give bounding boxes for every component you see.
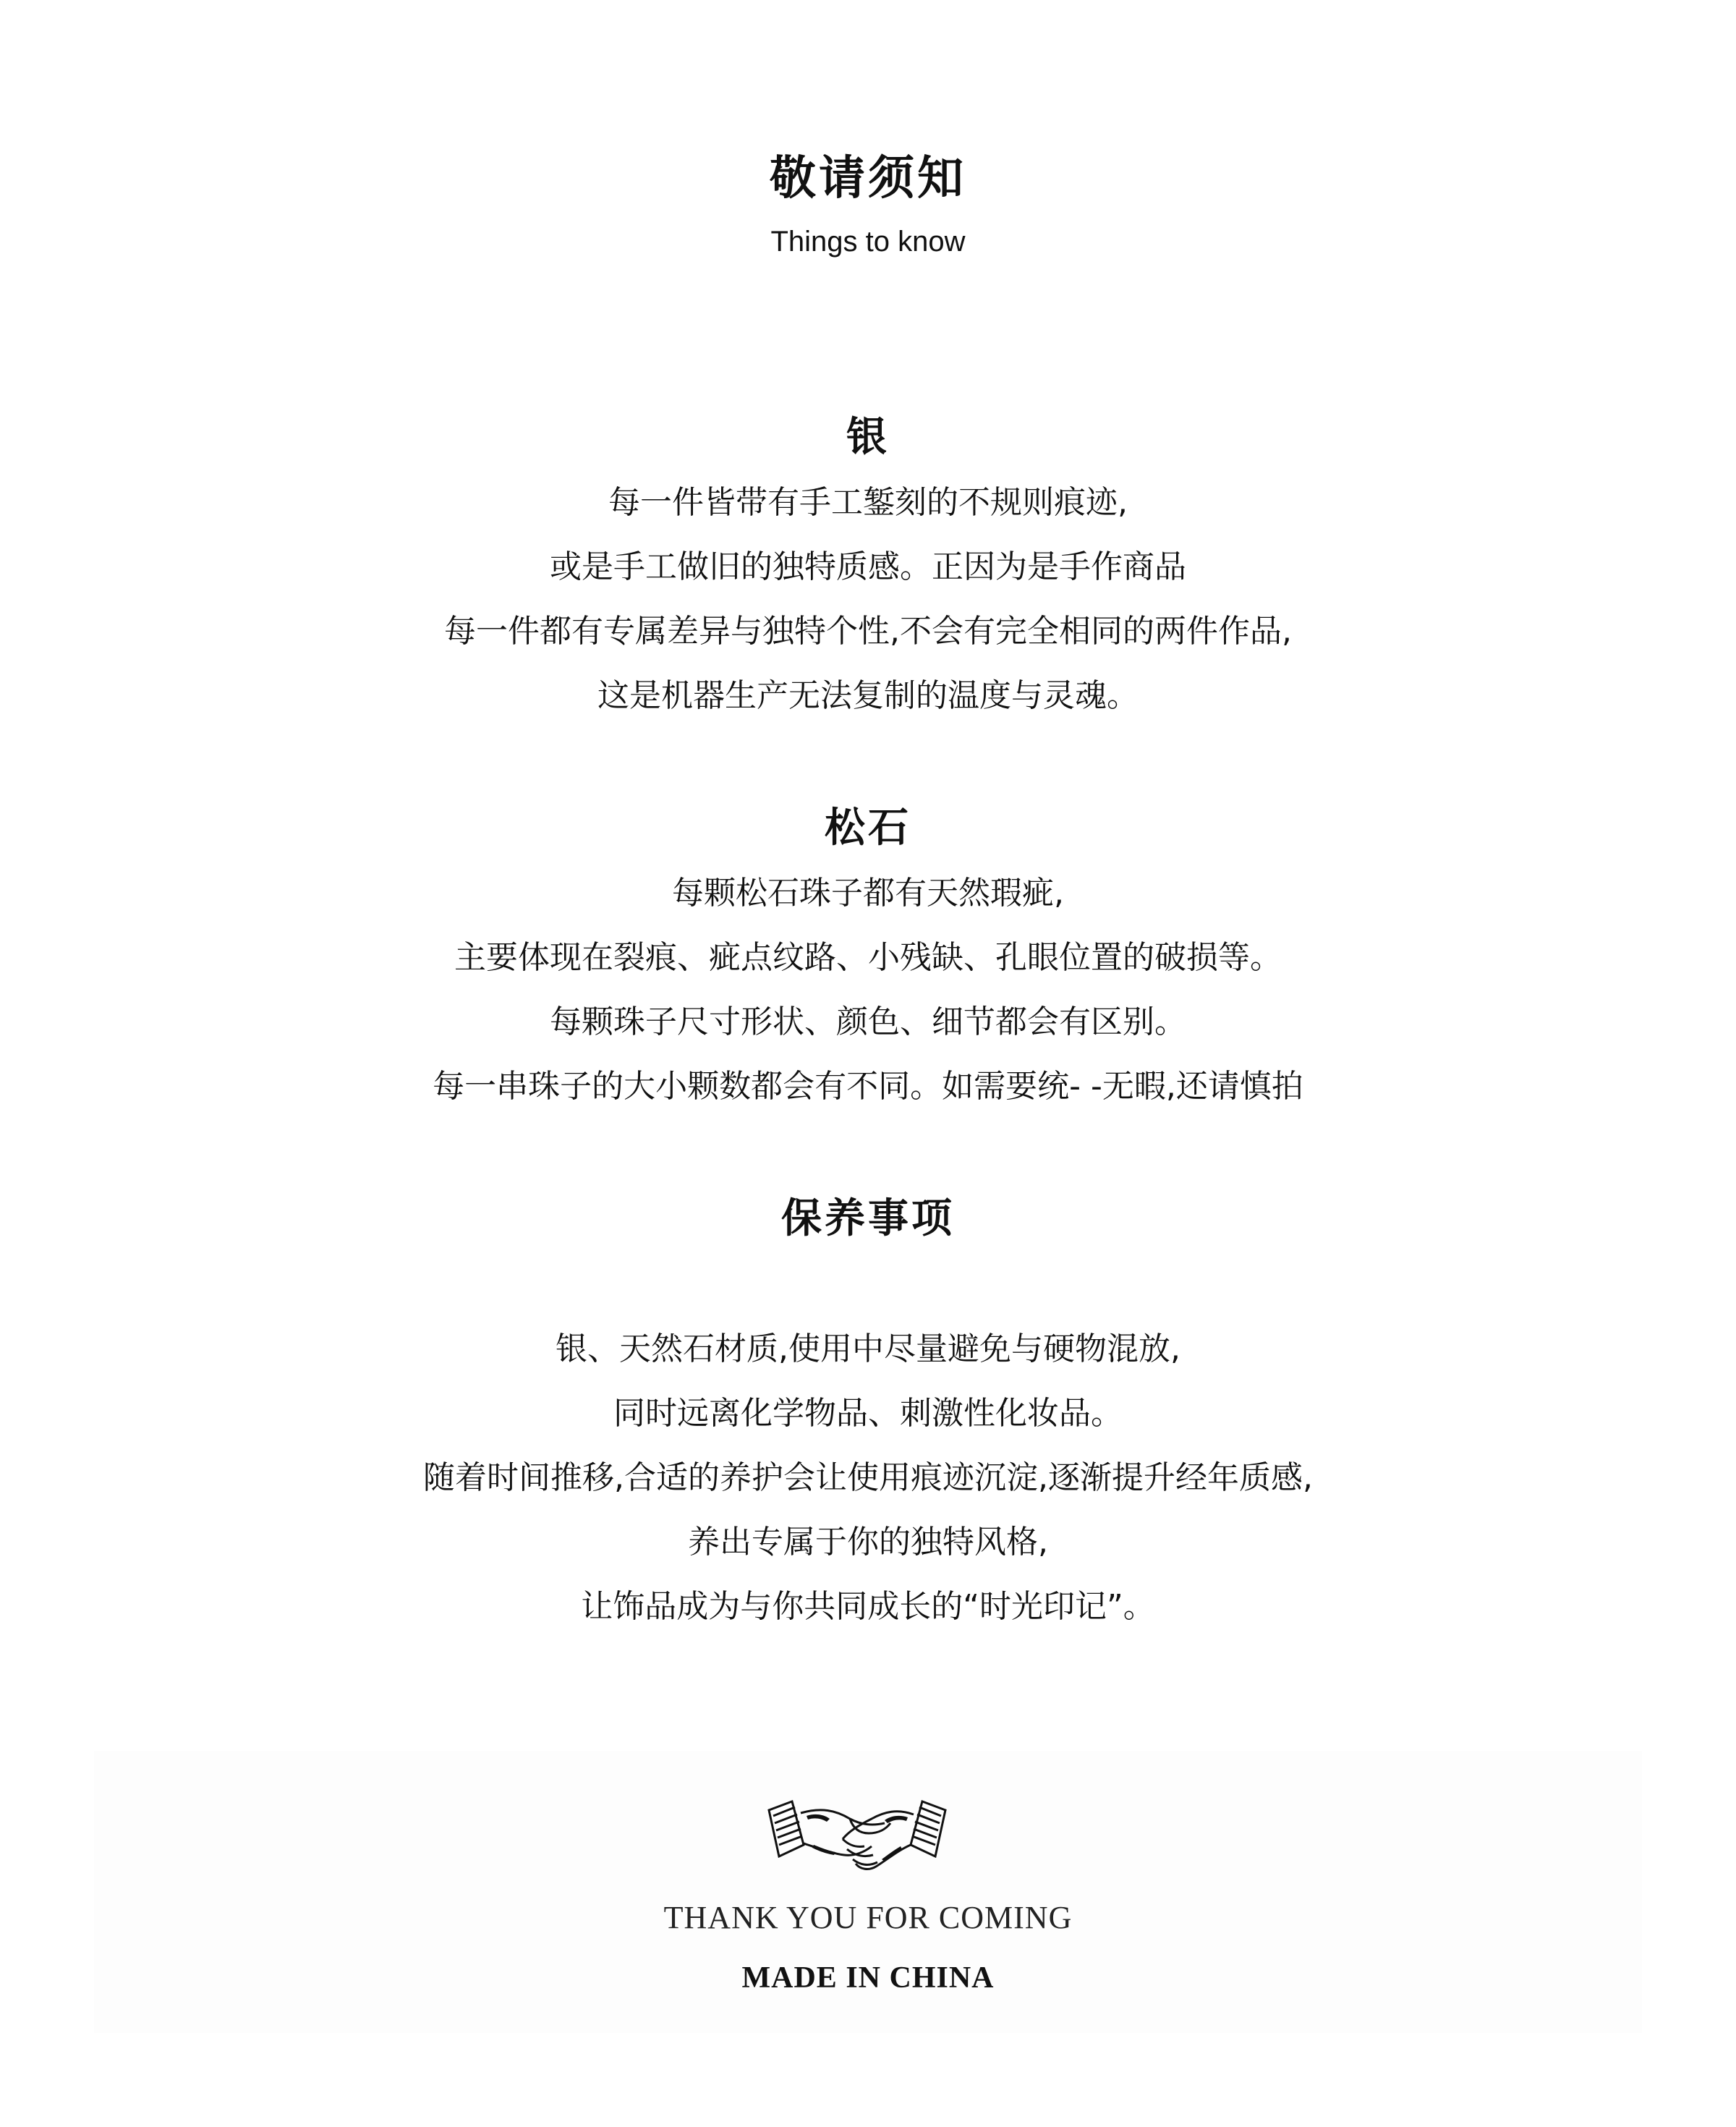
made-in-text: MADE IN CHINA: [741, 1961, 995, 1995]
section-line: 每颗珠子尺寸形状、颜色、细节都会有区别。: [550, 1003, 1186, 1040]
section-body-silver: [0, 470, 1736, 728]
handshake-icon: [763, 1794, 951, 1881]
section-line: 银、天然石材质,使用中尽量避免与硬物混放,: [556, 1330, 1180, 1367]
page-subtitle: Things to know: [770, 226, 966, 258]
section-line: 主要体现在裂痕、疵点纹路、小残缺、孔眼位置的破损等。: [454, 939, 1282, 976]
section-line: 或是手工做旧的独特质感。正因为是手作商品: [550, 548, 1186, 585]
thank-you-text: THANK YOU FOR COMING: [663, 1900, 1073, 1935]
section-line: 养出专属于你的独特风格,: [688, 1524, 1048, 1561]
section-line: 随着时间推移,合适的养护会让使用痕迹沉淀,逐渐提升经年质感,: [423, 1459, 1313, 1496]
section-line: 每一串珠子的大小颗数都会有不同。如需要统- -无暇,还请慎拍: [433, 1068, 1303, 1105]
section-line: 每一件都有专属差异与独特个性,不会有完全相同的两件作品,: [444, 613, 1292, 650]
section-title-silver: 银: [846, 414, 890, 461]
section-line: 这是机器生产无法复制的温度与灵魂。: [597, 677, 1139, 714]
section-body-turquoise: [0, 861, 1736, 1118]
section-line: 每一件皆带有手工錾刻的不规则痕迹,: [608, 484, 1128, 521]
section-line: 每颗松石珠子都有天然瑕疵,: [672, 875, 1064, 912]
section-body-care: [0, 1317, 1736, 1639]
section-title-care: 保养事项: [781, 1195, 955, 1242]
section-line: 让饰品成为与你共同成长的“时光印记”。: [581, 1588, 1155, 1625]
section-title-turquoise: 松石: [825, 804, 911, 852]
section-line: 同时远离化学物品、刺激性化妆品。: [613, 1395, 1123, 1432]
page-title: 敬请须知: [770, 152, 966, 205]
